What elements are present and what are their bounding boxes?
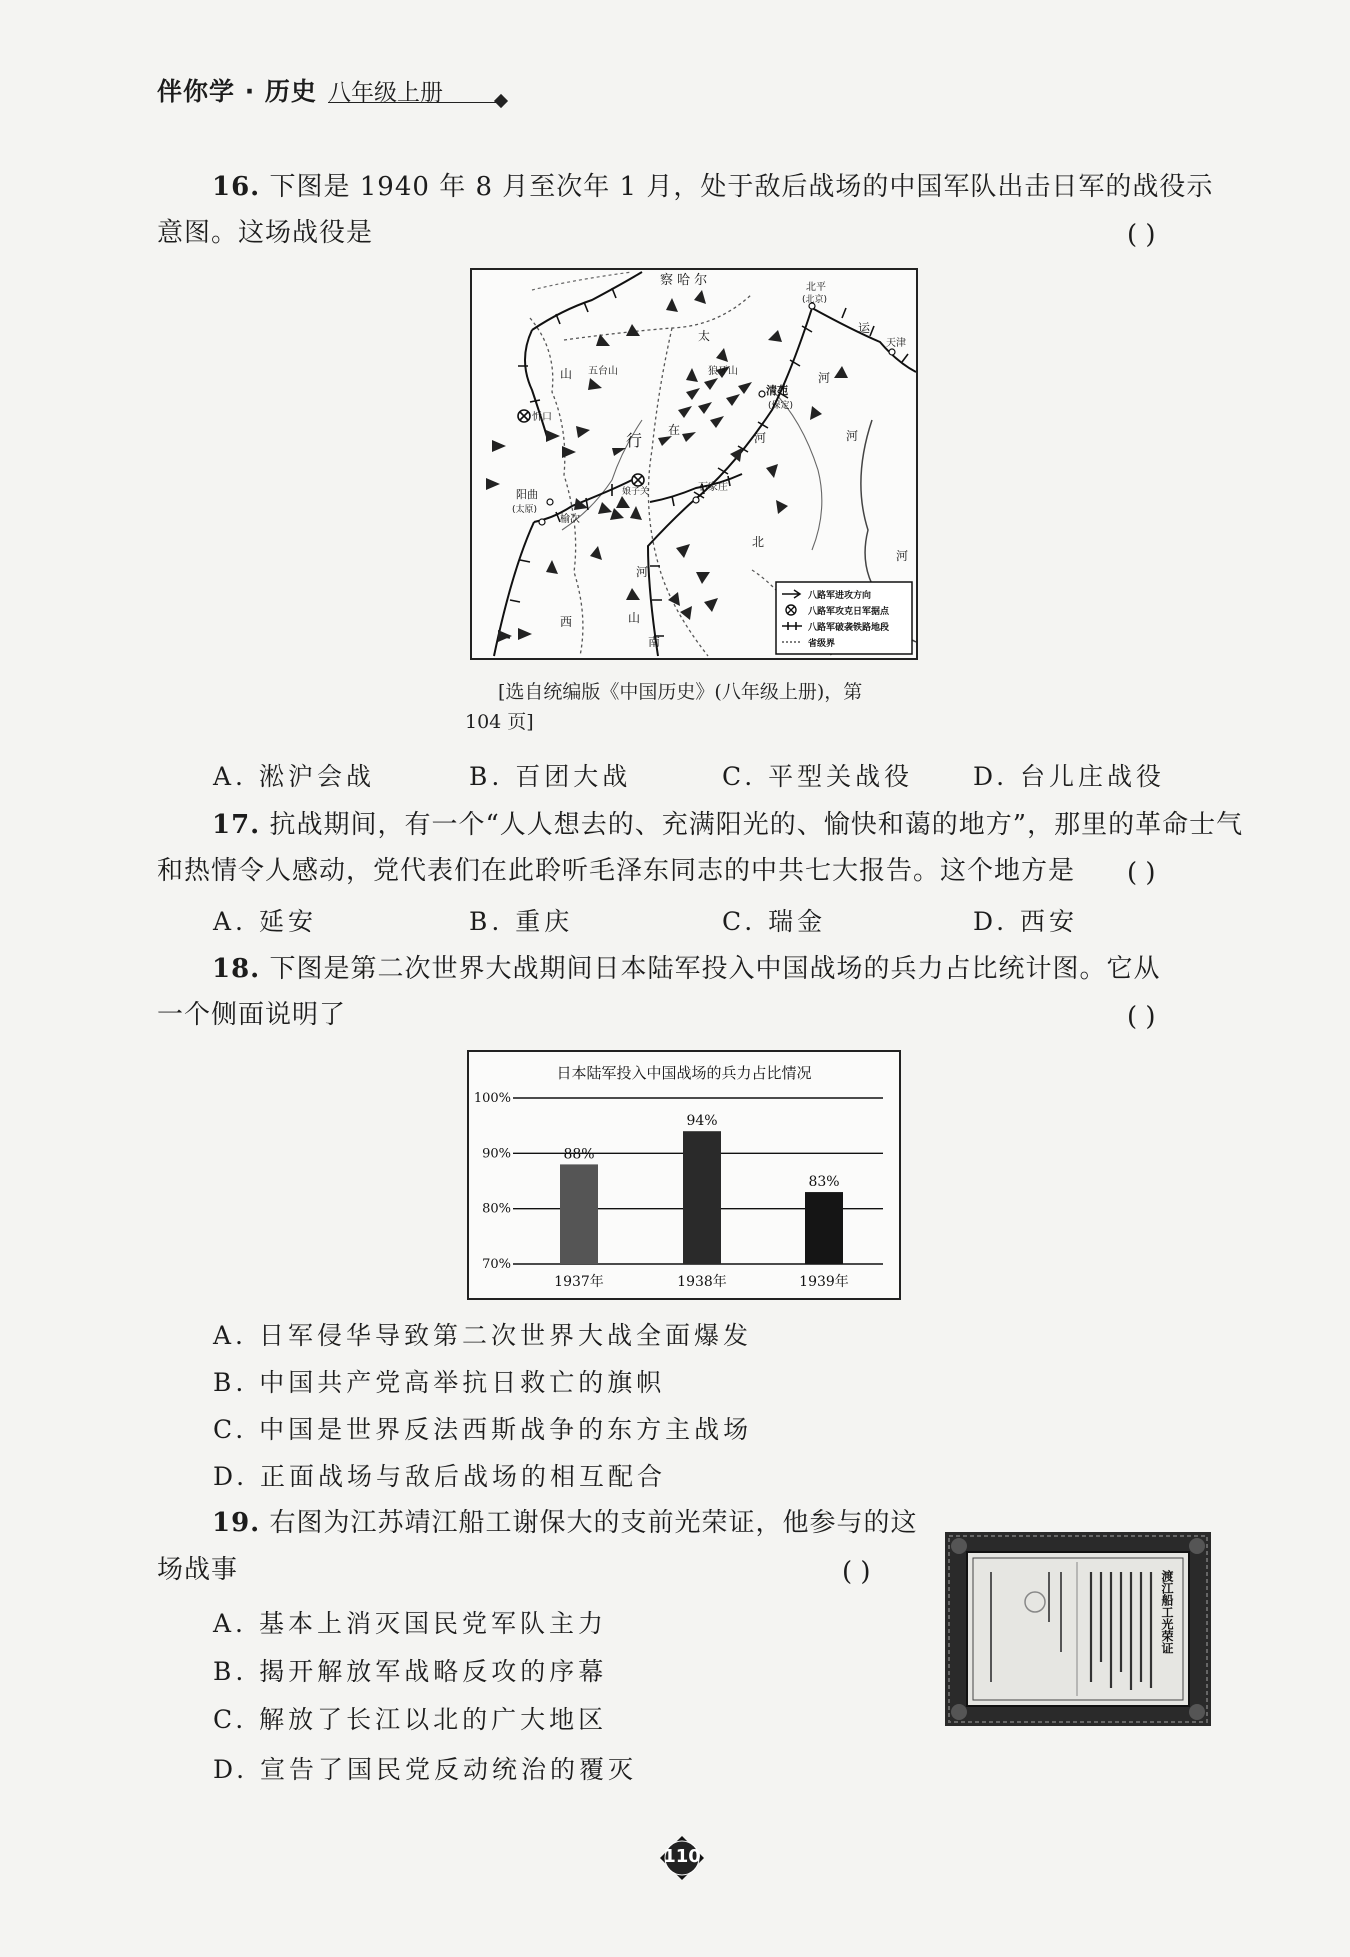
q19-option-c: C. 解放了长江以北的广大地区 — [213, 1705, 608, 1734]
chart-y-ticks — [474, 1091, 511, 1272]
chart-y-tick-label: 90% — [482, 1146, 511, 1162]
label-yuci: 榆次 — [560, 514, 580, 525]
q19-answer-paren: ( ) — [842, 1557, 871, 1587]
q17-number: 17. — [212, 810, 261, 840]
q17-option-c: C. 瑞金 — [722, 907, 827, 936]
chart-y-tick-label: 100% — [473, 1091, 511, 1106]
q17-answer-paren: ( ) — [1127, 858, 1156, 888]
certificate-svg — [945, 1532, 1211, 1726]
chart-x-tick-label: 1937年 — [554, 1274, 604, 1290]
q19-line1 — [212, 1500, 918, 1546]
map-legend — [776, 582, 912, 654]
header-diamond-icon — [494, 94, 508, 108]
q16-text-line2: 意图。这场战役是 — [157, 218, 374, 248]
label-he3: 河 — [846, 429, 859, 443]
label-yangqu: 阳曲 — [516, 488, 538, 501]
q16-number: 16. — [212, 172, 261, 202]
chart-bar — [805, 1192, 843, 1264]
q18-option-d: D. 正面战场与敌后战场的相互配合 — [213, 1462, 667, 1491]
label-tai: 太 — [698, 329, 711, 343]
q17-option-d: D. 西安 — [973, 907, 1079, 936]
label-bei: 北 — [752, 535, 765, 549]
label-xinkou: 忻口 — [532, 412, 552, 423]
q19-number: 19. — [212, 1508, 261, 1538]
q16-battle-map — [470, 268, 918, 660]
boatman-certificate-image — [945, 1532, 1211, 1726]
chart-bars — [560, 1131, 843, 1264]
label-tianjin: 天津 — [886, 338, 906, 349]
label-niangziguan: 娘子关 — [622, 487, 650, 497]
label-langyashan: 狼牙山 — [708, 366, 738, 377]
label-yun: 运 — [858, 321, 871, 335]
label-wutaishan: 五台山 — [588, 366, 618, 377]
legend-item-captured: 八路军攻克日军据点 — [808, 607, 890, 617]
certificate-title: 渡江船工光荣证 — [1160, 1570, 1174, 1654]
q16-option-a: A. 淞沪会战 — [213, 762, 375, 791]
label-zai: 在 — [668, 423, 681, 437]
q19-option-d: D. 宣告了国民党反动统治的覆灭 — [213, 1755, 638, 1784]
q16-line1 — [212, 164, 1213, 210]
province-border-west — [530, 318, 583, 656]
chart-bar — [560, 1164, 598, 1264]
q19-text-line1: 右图为江苏靖江船工谢保大的支前光荣证，他参与的这 — [269, 1508, 918, 1538]
q19-option-b: B. 揭开解放军战略反攻的序幕 — [213, 1657, 608, 1686]
legend-item-attack: 八路军进攻方向 — [808, 591, 872, 601]
chart-data-label: 88% — [563, 1146, 595, 1163]
label-baoding: (保定) — [768, 401, 794, 411]
label-beijing: (北京) — [802, 295, 828, 305]
label-chahaer: 察 哈 尔 — [660, 273, 708, 288]
q17-text-line2: 和热情令人感动，党代表们在此聆听毛泽东同志的中共七大报告。这个地方是 — [157, 856, 1076, 886]
q16-option-c: C. 平型关战役 — [722, 762, 914, 791]
chart-data-label: 83% — [808, 1174, 840, 1191]
map-caption-line2: 104 页] — [465, 711, 534, 733]
q17-text-line1: 抗战期间，有一个“人人想去的、充满阳光的、愉快和蔼的地方”，那里的革命士气 — [269, 810, 1244, 840]
label-qingyuan: 清苑 — [766, 384, 788, 397]
q17-option-a: A. 延安 — [213, 907, 317, 936]
troop-ratio-chart — [467, 1050, 901, 1300]
label-he2: 河 — [754, 431, 767, 445]
header-grade: 八年级上册 — [328, 80, 443, 106]
label-xi: 西 — [560, 615, 573, 629]
q17-line1 — [212, 802, 1243, 848]
q16-option-d: D. 台儿庄战役 — [973, 762, 1166, 791]
chart-bar — [683, 1131, 721, 1264]
chart-x-tick-label: 1939年 — [799, 1274, 849, 1290]
legend-item-border: 省级界 — [808, 639, 836, 649]
label-shijiazhuang: 石家庄 — [698, 482, 728, 493]
chart-x-ticks — [554, 1273, 849, 1290]
chart-title: 日本陆军投入中国战场的兵力占比情况 — [556, 1064, 812, 1082]
chart-y-tick-label: 70% — [482, 1257, 511, 1272]
q18-number: 18. — [212, 954, 261, 984]
q18-option-a: A. 日军侵华导致第二次世界大战全面爆发 — [213, 1321, 752, 1350]
chart-svg — [469, 1052, 899, 1298]
map-caption-line1: [选自统编版《中国历史》(八年级上册)，第 — [498, 681, 863, 703]
q18-text-line2: 一个侧面说明了 — [157, 1000, 347, 1030]
q16-option-b: B. 百团大战 — [469, 762, 632, 791]
header-rule — [328, 102, 500, 103]
q18-line1 — [212, 946, 1161, 992]
chart-x-tick-label: 1938年 — [677, 1274, 727, 1290]
label-beiping: 北平 — [806, 282, 826, 293]
label-nan: 南 — [648, 635, 661, 649]
q18-text-line1: 下图是第二次世界大战期间日本陆军投入中国战场的兵力占比统计图。它从 — [269, 954, 1161, 984]
q16-answer-paren: ( ) — [1127, 220, 1156, 250]
label-taiyuan: (太原) — [512, 505, 538, 515]
q17-option-b: B. 重庆 — [469, 907, 574, 936]
header-brand: 伴你学 · 历史 — [157, 77, 317, 106]
q18-option-c: C. 中国是世界反法西斯战争的东方主战场 — [213, 1415, 753, 1444]
chart-y-tick-label: 80% — [482, 1201, 511, 1217]
label-shan2: 山 — [628, 611, 641, 625]
q19-option-a: A. 基本上消灭国民党军队主力 — [213, 1609, 607, 1638]
battle-map-svg — [472, 270, 916, 658]
label-he5: 河 — [636, 565, 649, 579]
q18-option-b: B. 中国共产党高举抗日救亡的旗帜 — [213, 1368, 666, 1397]
legend-item-railway: 八路军破袭铁路地段 — [808, 623, 890, 633]
page-number: 110 — [663, 1846, 701, 1867]
q16-text-line1: 下图是 1940 年 8 月至次年 1 月，处于敌后战场的中国军队出击日军的战役示 — [269, 172, 1214, 202]
label-he4: 河 — [896, 549, 909, 563]
label-he1: 河 — [818, 371, 831, 385]
q19-text-line2: 场战事 — [157, 1555, 239, 1585]
chart-data-label: 94% — [686, 1113, 718, 1130]
label-xing: 行 — [626, 431, 643, 450]
label-shan: 山 — [560, 367, 573, 381]
q18-answer-paren: ( ) — [1127, 1002, 1156, 1032]
